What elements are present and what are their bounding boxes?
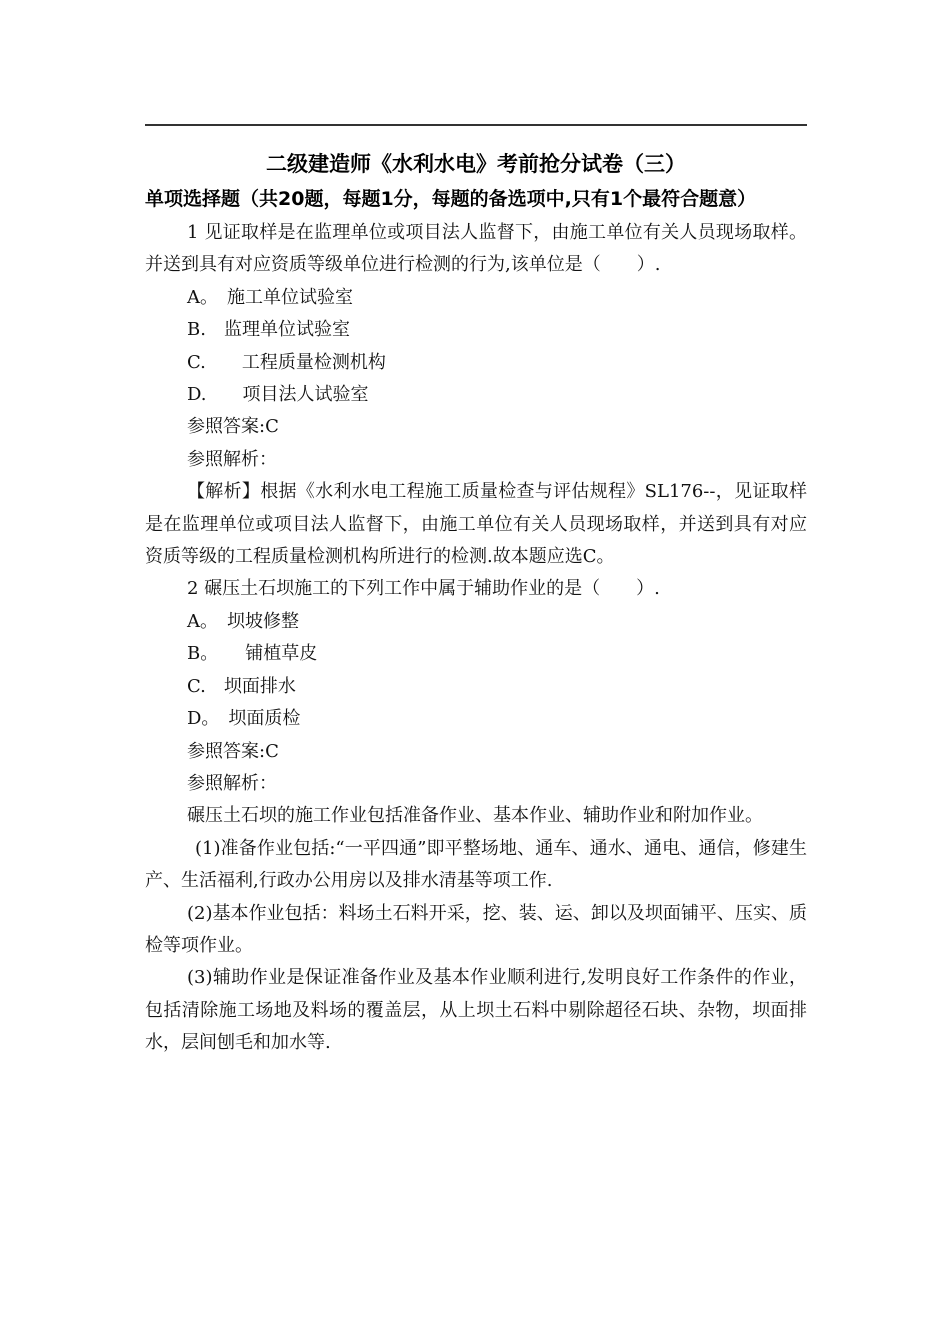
document-page (145, 124, 807, 1060)
question-2 (145, 573, 807, 1059)
document-body (145, 217, 807, 1060)
analysis-label: 参照解析： (187, 772, 277, 794)
analysis-paragraph: (3)辅助作业是保证准备作业及基本作业顺利进行,发明良好工作条件的作业，包括清除施工场地及料场的覆盖层，从上坝土石料中剔除超径石块、杂物，坝面排水，层间刨毛和加水等. (145, 967, 807, 1054)
option-d: D. 项目法人试验室 (187, 384, 369, 406)
analysis-paragraph: (2)基本作业包括：料场土石料开采，挖、装、运、卸以及坝面铺平、压实、质检等项作业。 (145, 902, 807, 956)
question-stem: 2 碾压土石坝施工的下列工作中属于辅助作业的是（ ）. (187, 578, 660, 600)
question-1 (145, 217, 807, 573)
analysis-paragraph: (1)准备作业包括:“一平四通”即平整场地、通车、通水、通电、通信，修建生产、生活福利,行政办公用房以及排水清基等项工作. (145, 837, 807, 892)
option-b: B。 铺植草皮 (187, 643, 318, 665)
reference-answer: 参照答案:C (187, 740, 279, 762)
section-heading: 单项选择题（共20题，每题1分，每题的备选项中,只有1个最符合题意） (145, 188, 757, 210)
reference-answer: 参照答案:C (187, 416, 279, 438)
option-b: B. 监理单位试验室 (187, 319, 350, 341)
analysis-label: 参照解析： (187, 448, 277, 470)
option-c: C. 坝面排水 (187, 675, 296, 697)
analysis-paragraph: 【解析】根据《水利水电工程施工质量检查与评估规程》SL176--，见证取样是在监理单位或项目法人监督下，由施工单位有关人员现场取样，并送到具有对应资质等级的工程质量检测机构所进行的检测.故本题应选C。 (145, 481, 807, 568)
option-d: D。 坝面质检 (187, 708, 301, 730)
analysis-paragraph: 碾压土石坝的施工作业包括准备作业、基本作业、辅助作业和附加作业。 (187, 805, 763, 827)
option-c: C. 工程质量检测机构 (187, 351, 386, 373)
header-rule (145, 124, 807, 126)
question-stem: 1 见证取样是在监理单位或项目法人监督下，由施工单位有关人员现场取样。并送到具有对应资质等级单位进行检测的行为,该单位是（ ）. (145, 222, 807, 276)
page-title: 二级建造师《水利水电》考前抢分试卷（三） (266, 152, 686, 176)
option-a: A。 施工单位试验室 (187, 286, 353, 308)
option-a: A。 坝坡修整 (187, 610, 299, 632)
